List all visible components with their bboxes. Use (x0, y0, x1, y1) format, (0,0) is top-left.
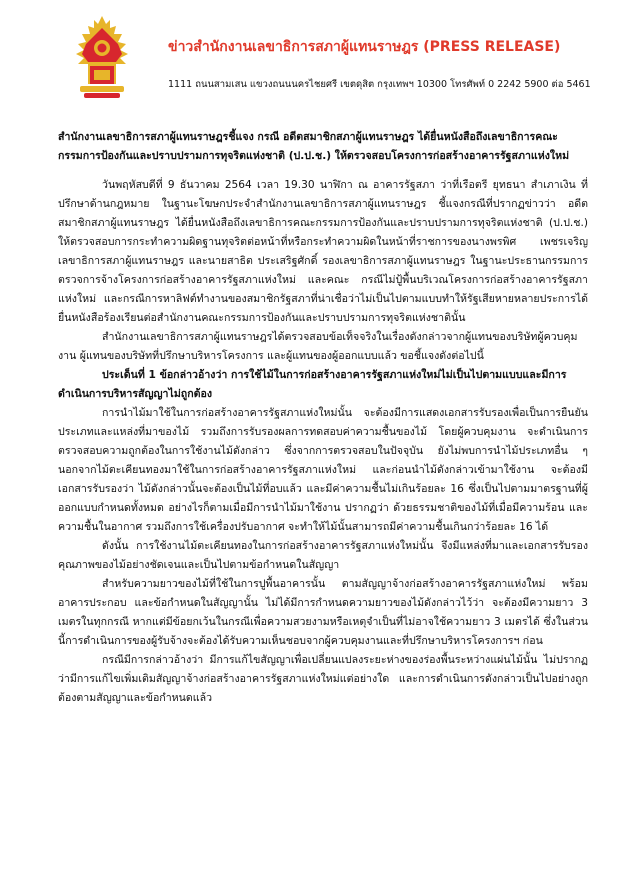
issue-1-heading: ประเด็นที่ 1 ข้อกล่าวอ้างว่า การใช้ไม้ในการก่อสร้างอาคารรัฐสภาแห่งใหม่ไม่เป็นไปตามแบบและมีการดำเนินการบริหารสัญญาไม่ถูกต้อง (58, 369, 567, 400)
paragraph-2: สำนักงานเลขาธิการสภาผู้แทนราษฎรได้ตรวจสอบข้อเท็จจริงในเรื่องดังกล่าวจากผู้แทนของบริษัทผู้ควบคุมงาน ผู้แทนของบริษัทที่ปรึกษาบริหารโครงการ และผู้แทนของผู้ออกแบบแล้ว ขอชี้แจงดังต่อไปนี้ (58, 331, 578, 362)
paragraph-3: การนำไม้มาใช้ในการก่อสร้างอาคารรัฐสภาแห่งใหม่นั้น จะต้องมีการแสดงเอกสารรับรองเพื่อเป็นการยืนยันประเภทและแหล่งที่มาของไม้ รวมถึงการรับรองผลการทดสอบค่าความชื้นของไม้ โดยผู้ควบคุมงาน จะดำเนินการตรวจสอบความถูกต้องในการใช้งานไม้ดังกล่าว ซึ่งจากการตรวจสอบในปัจจุบัน ยังไม่พบการนำไม้ประเภทอื่น ๆ นอกจากไม้ตะเคียนทองมาใช้ในการก่อสร้างอาคารรัฐสภาแห่งใหม่ และก่อนนำไม้ดังกล่าวเข้ามาใช้งาน จะต้องมีเอกสารรับรองว่า ไม้ดังกล่าวนั้นจะต้องเป็นไม้ที่อบแล้ว และมีค่าความชื้นไม่เกินร้อยละ 16 ซึ่งเป็นไปตามมาตรฐานที่ผู้ออกแบบกำหนดทั้งหมด อย่างไรก็ตามเมื่อมีการนำไม้มาใช้งาน ปรากฏว่า ด้วยธรรมชาติของไม้ที่เมื่อมีความร้อน และความชื้นในอากาศ รวมถึงการใช้เครื่องปรับอากาศ จะทำให้ไม้นั้นสามารถมีค่าความชื้นเกินกว่าร้อยละ 16 ได้ (58, 407, 588, 533)
parliament-emblem-icon (66, 14, 138, 100)
subject-heading: สำนักงานเลขาธิการสภาผู้แทนราษฎรชี้แจง กรณี อดีตสมาชิกสภาผู้แทนราษฎร ได้ยื่นหนังสือถึงเลขาธิการคณะกรรมการป้องกันและปราบปรามการทุจริตแห่งชาติ (ป.ป.ช.) ให้ตรวจสอบโครงการก่อสร้างอาคารรัฐสภาแห่งใหม่ (58, 131, 570, 162)
press-release-title: ข่าวสำนักงานเลขาธิการสภาผู้แทนราษฎร (PRESS RELEASE) (168, 39, 561, 55)
paragraph-5: สำหรับความยาวของไม้ที่ใช้ในการปูพื้นอาคารนั้น ตามสัญญาจ้างก่อสร้างอาคารรัฐสภาแห่งใหม่ พร้อมอาคารประกอบ และข้อกำหนดในสัญญานั้น ไม่ได้มีการกำหนดความยาวของไม้ดังกล่าวไว้ว่า จะต้องมีความยาว 3 เมตรในทุกกรณี หากแต่มีข้อยกเว้นในกรณีเพื่อความสวยงามหรือเหตุจำเป็นที่ไม่อาจใช้ความยาว 3 เมตรได้ ซึ่งในส่วนนี้การดำเนินการของผู้รับจ้างจะต้องได้รับความเห็นชอบจากผู้ควบคุมงานและที่ปรึกษาบริหารโครงการฯ ก่อน (58, 578, 588, 647)
paragraph-6: กรณีมีการกล่าวอ้างว่า มีการแก้ไขสัญญาเพื่อเปลี่ยนแปลงระยะห่างของร่องพื้นระหว่างแผ่นไม้นั้น ไม่ปรากฏว่ามีการแก้ไขเพิ่มเติมสัญญาจ้างก่อสร้างอาคารรัฐสภาแห่งใหม่แต่อย่างใด และการดำเนินการดังกล่าวเป็นไปอย่างถูกต้องตามสัญญาและข้อกำหนดแล้ว (58, 654, 588, 704)
paragraph-1: วันพฤหัสบดีที่ 9 ธันวาคม 2564 เวลา 19.30 นาฬิกา ณ อาคารรัฐสภา ว่าที่เรือตรี ยุทธนา สำเภาเงิน ที่ปรึกษาด้านกฎหมาย ในฐานะโฆษกประจำสำนักงานเลขาธิการสภาผู้แทนราษฎร ชี้แจงกรณีที่ปรากฏข่าวว่า อดีตสมาชิกสภาผู้แทนราษฎร ได้ยื่นหนังสือถึงเลขาธิการคณะกรรมการป้องกันและปราบปรามการทุจริตแห่งชาติ (ป.ป.ช.) ให้ตรวจสอบการกระทำความผิดฐานทุจริตต่อหน้าที่หรือกระทำความผิดในหน้าที่ราชการของนางพรพิศ เพชรเจริญ เลขาธิการสภาผู้แทนราษฎร และนายสาธิต ประเสริฐศักดิ์ รองเลขาธิการสภาผู้แทนราษฎร ในฐานะประธานกรรมการตรวจการจ้างโครงการก่อสร้างอาคารรัฐสภาแห่งใหม่ และคณะ กรณีไม่ปู้พื้นบริเวณโครงการก่อสร้างอาคารรัฐสภาแห่งใหม่ และกรณีการหาลิฟต์ทำงานของสมาชิกรัฐสภาที่น่าเชื่อว่าไม่เป็นไปตามแบบทำให้รัฐเสียหายหลายประการได้ยื่นหนังสือร้องเรียนต่อสำนักงานคณะกรรมการป้องกันและปราบปรามการทุจริตแห่งชาตินั้น (58, 179, 588, 324)
paragraph-4: ดังนั้น การใช้งานไม้ตะเคียนทองในการก่อสร้างอาคารรัฐสภาแห่งใหม่นั้น จึงมีแหล่งที่มาและเอกสารรับรองคุณภาพของไม้อย่างชัดเจนและเป็นไปตามข้อกำหนดในสัญญา (58, 540, 588, 571)
office-address: 1111 ถนนสามเสน แขวงถนนนครไชยศรี เขตดุสิต กรุงเทพฯ 10300 โทรศัพท์ 0 2242 5900 ต่อ 5461 (168, 79, 591, 90)
document-body (58, 128, 588, 708)
